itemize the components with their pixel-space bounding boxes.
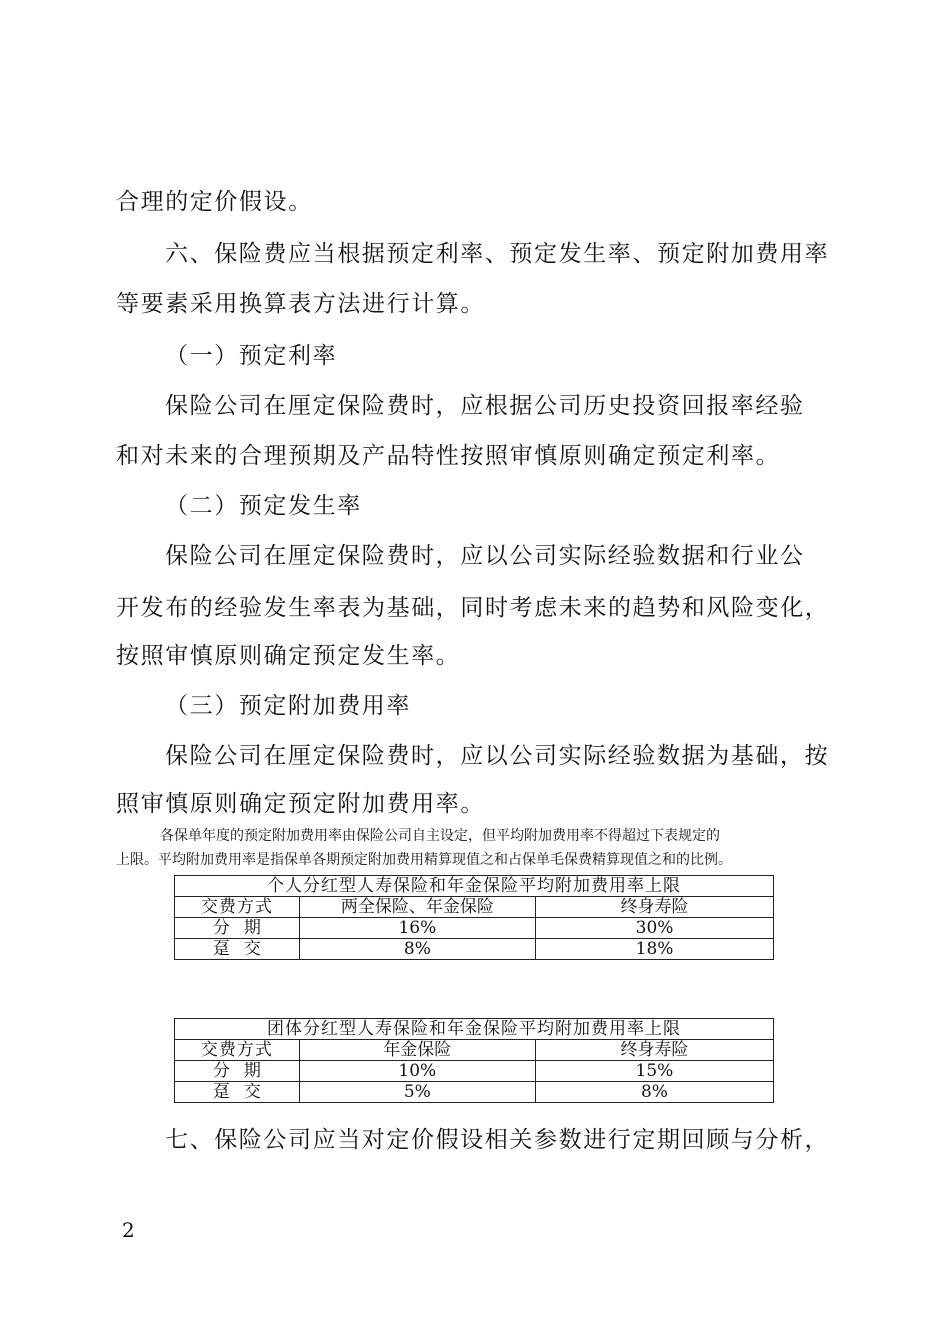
row-label: 趸交 bbox=[212, 1082, 275, 1102]
table-group-expense-cap bbox=[174, 1018, 774, 1103]
cell-value: 18% bbox=[536, 939, 774, 960]
note-line1: 各保单年度的预定附加费用率由保险公司自主设定，但平均附加费用率不得超过下表规定的 bbox=[160, 828, 720, 844]
paragraph-interest-line1: 保险公司在厘定保险费时，应根据公司历史投资回报率经验 bbox=[165, 393, 805, 419]
row-label: 趸交 bbox=[212, 939, 275, 959]
paragraph-six-line1: 六、保险费应当根据预定利率、预定发生率、预定附加费用率 bbox=[165, 241, 830, 267]
table-header-row bbox=[175, 1040, 774, 1061]
row-label: 分期 bbox=[212, 918, 275, 938]
header-payment-method: 交费方式 bbox=[175, 1040, 300, 1061]
heading-expense-rate: （三）预定附加费用率 bbox=[165, 693, 411, 719]
header-annuity: 年金保险 bbox=[299, 1040, 535, 1061]
table-title-row bbox=[175, 1019, 774, 1040]
paragraph-expense-line2: 照审慎原则确定预定附加费用率。 bbox=[116, 791, 485, 817]
heading-interest-rate: （一）预定利率 bbox=[165, 343, 338, 369]
header-endowment-annuity: 两全保险、年金保险 bbox=[299, 897, 535, 918]
paragraph-incidence-line3: 按照审慎原则确定预定发生率。 bbox=[116, 643, 461, 669]
cell-value: 16% bbox=[299, 918, 535, 939]
cell-value: 10% bbox=[299, 1061, 535, 1082]
table-title-row bbox=[175, 876, 774, 897]
note-line2: 上限。平均附加费用率是指保单各期预定附加费用精算现值之和占保单毛保费精算现值之和的比例。 bbox=[116, 852, 732, 868]
table-individual-expense-cap bbox=[174, 875, 774, 960]
cell-value: 5% bbox=[299, 1082, 535, 1103]
paragraph-expense-line1: 保险公司在厘定保险费时，应以公司实际经验数据为基础，按 bbox=[165, 743, 830, 769]
table-title: 团体分红型人寿保险和年金保险平均附加费用率上限 bbox=[175, 1019, 774, 1040]
cell-value: 15% bbox=[535, 1061, 773, 1082]
header-whole-life: 终身寿险 bbox=[535, 1040, 773, 1061]
header-whole-life: 终身寿险 bbox=[536, 897, 774, 918]
paragraph-six-line2: 等要素采用换算表方法进行计算。 bbox=[116, 291, 485, 317]
paragraph-seven: 七、保险公司应当对定价假设相关参数进行定期回顾与分析， bbox=[165, 1127, 830, 1153]
table-title: 个人分红型人寿保险和年金保险平均附加费用率上限 bbox=[175, 876, 774, 897]
table-row bbox=[175, 939, 774, 960]
table-row bbox=[175, 1082, 774, 1103]
row-label: 分期 bbox=[212, 1061, 275, 1081]
header-payment-method: 交费方式 bbox=[175, 897, 300, 918]
paragraph-incidence-line1: 保险公司在厘定保险费时，应以公司实际经验数据和行业公 bbox=[165, 543, 805, 569]
cell-value: 8% bbox=[299, 939, 535, 960]
page-number: 2 bbox=[122, 1218, 135, 1242]
cell-value: 30% bbox=[536, 918, 774, 939]
paragraph-pricing-assumption-end: 合理的定价假设。 bbox=[116, 189, 313, 215]
paragraph-interest-line2: 和对未来的合理预期及产品特性按照审慎原则确定预定利率。 bbox=[116, 443, 781, 469]
table-row bbox=[175, 1061, 774, 1082]
cell-value: 8% bbox=[535, 1082, 773, 1103]
table-header-row bbox=[175, 897, 774, 918]
heading-incidence-rate: （二）预定发生率 bbox=[165, 493, 362, 519]
table-row bbox=[175, 918, 774, 939]
paragraph-incidence-line2: 开发布的经验发生率表为基础，同时考虑未来的趋势和风险变化， bbox=[116, 595, 830, 621]
